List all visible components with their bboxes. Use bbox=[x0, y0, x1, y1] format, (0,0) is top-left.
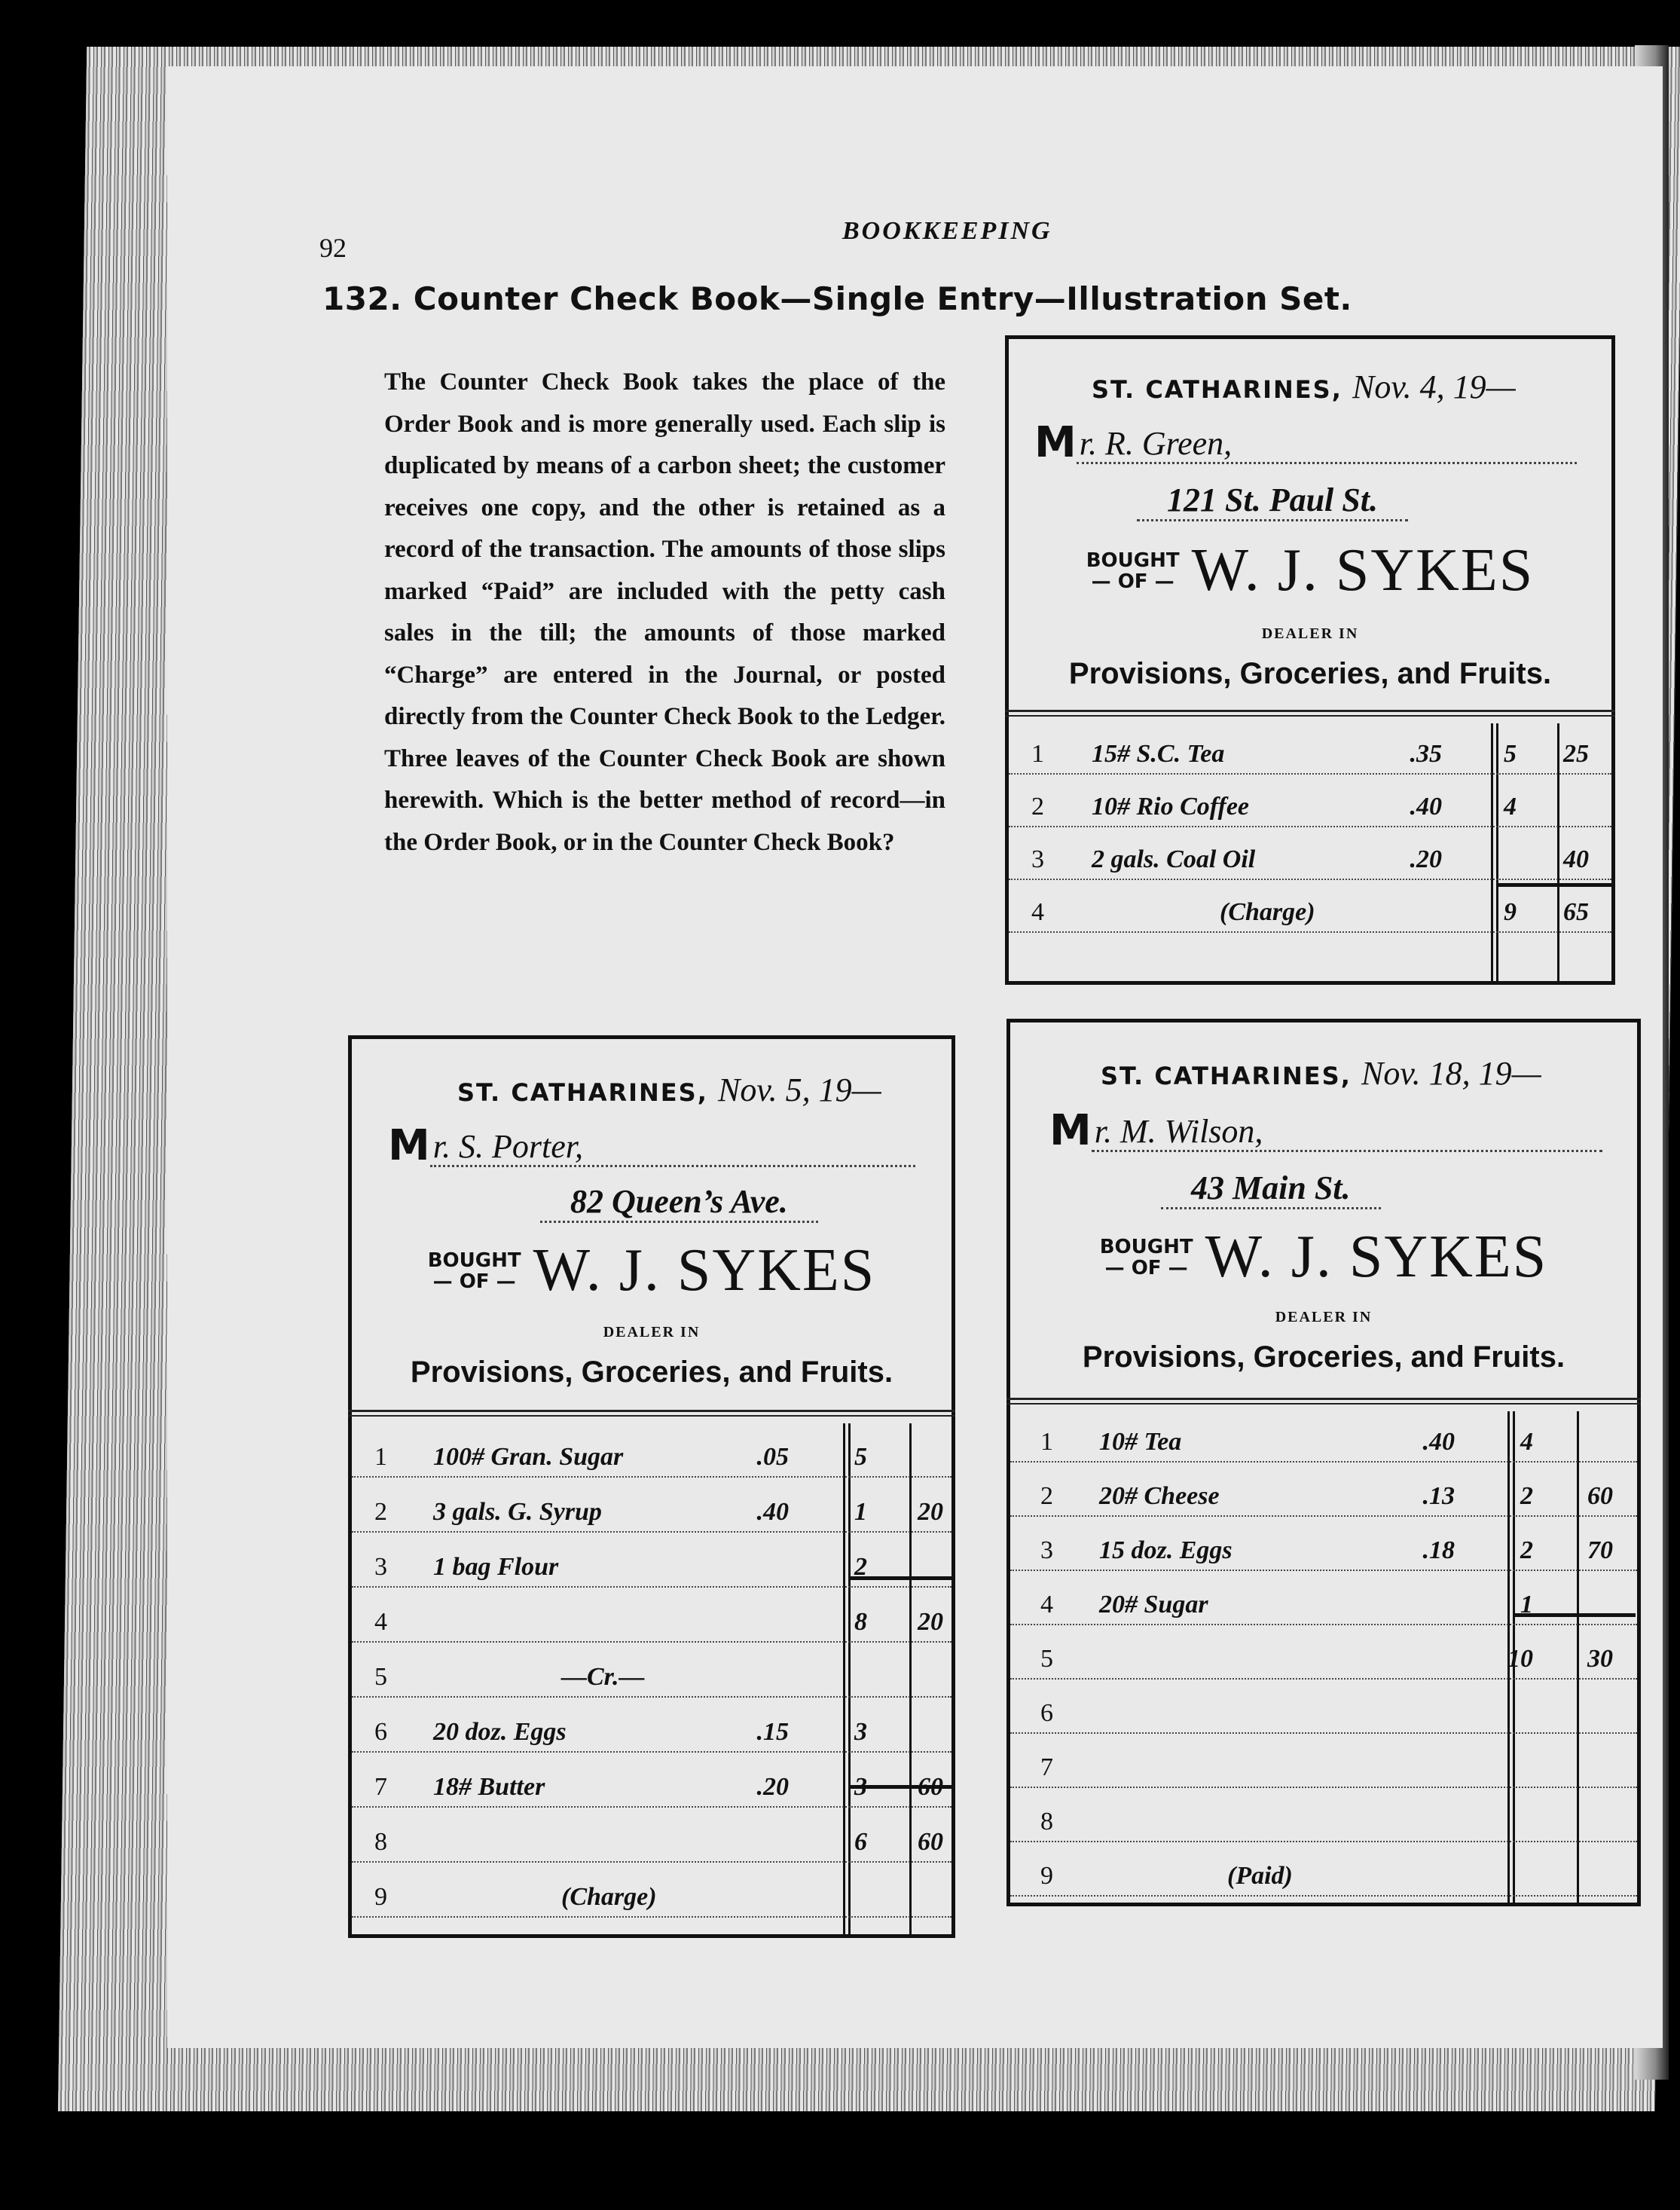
amount-dollars: 3 bbox=[854, 1718, 867, 1746]
amount-dollars: 1 bbox=[854, 1498, 867, 1526]
table-row bbox=[1010, 1624, 1637, 1680]
line-note: (Charge) bbox=[561, 1883, 657, 1911]
customer-address: 121 St. Paul St. bbox=[1137, 481, 1408, 521]
table-row bbox=[1010, 1407, 1637, 1463]
line-number: 5 bbox=[1040, 1645, 1053, 1673]
amount-cents: 40 bbox=[1563, 845, 1589, 873]
unit-price: .35 bbox=[1410, 740, 1442, 768]
line-number: 7 bbox=[374, 1773, 387, 1801]
city-date-line bbox=[457, 1071, 881, 1109]
customer-line bbox=[1034, 418, 1577, 467]
table-row bbox=[1009, 773, 1611, 827]
amount-cents: 60 bbox=[918, 1828, 943, 1856]
amount-dollars: 10 bbox=[1507, 1645, 1533, 1673]
unit-price: .20 bbox=[1410, 845, 1442, 873]
amount-dollars: 9 bbox=[1504, 898, 1517, 926]
trade-line: Provisions, Groceries, and Fruits. bbox=[410, 1356, 893, 1389]
section-title: 132. Counter Check Book—Single Entry—Illustration Set. bbox=[322, 280, 1352, 317]
line-note: —Cr.— bbox=[561, 1663, 645, 1691]
line-number: 4 bbox=[374, 1608, 387, 1636]
unit-price: .20 bbox=[756, 1773, 789, 1801]
of-label: — OF — bbox=[432, 1270, 516, 1293]
page-number: 92 bbox=[319, 233, 347, 263]
amount-dollars: 4 bbox=[1504, 793, 1517, 821]
slip-wilson bbox=[1006, 1019, 1641, 1906]
dealer-in: DEALER IN bbox=[603, 1324, 701, 1340]
line-number: 2 bbox=[374, 1498, 387, 1526]
bought-of bbox=[1100, 1236, 1193, 1279]
amount-dollars: 3 bbox=[854, 1773, 867, 1801]
slip-green bbox=[1005, 335, 1615, 985]
bought-label: BOUGHT bbox=[427, 1249, 521, 1272]
item-description: 20# Sugar bbox=[1099, 1591, 1208, 1619]
amount-dollars: 2 bbox=[854, 1553, 867, 1581]
amount-cents: 25 bbox=[1563, 740, 1589, 768]
table-row bbox=[1010, 1461, 1637, 1517]
item-description: 2 gals. Coal Oil bbox=[1092, 845, 1256, 873]
intro-paragraph: The Counter Check Book takes the place of the Order Book and is more generally used. Each slip is duplicated by means of a carbon sheet; the customer receives one copy, and the other is retained as a record of the transaction. The amounts of those slips marked “Paid” are included with the petty cash sales in the till; the amounts of those marked “Charge” are entered in the Journal, or posted directly from the Counter Check Book to the Ledger. Three leaves of the Counter Check Book are shown herewith. Which is the better method of record—in the Order Book, or in the Counter Check Book? bbox=[384, 368, 945, 856]
customer-name: r. R. Green, bbox=[1077, 426, 1577, 464]
slip-date: Nov. 18, 19— bbox=[1361, 1055, 1541, 1092]
line-number: 1 bbox=[374, 1443, 387, 1471]
line-number: 5 bbox=[374, 1663, 387, 1691]
table-row bbox=[1009, 826, 1611, 880]
city-date-line bbox=[1101, 1054, 1541, 1093]
line-number: 3 bbox=[1040, 1536, 1053, 1564]
merchant-name: W. J. SYKES bbox=[533, 1237, 876, 1304]
customer-name: r. S. Porter, bbox=[430, 1129, 915, 1167]
address-wrap bbox=[1137, 481, 1408, 521]
table-row bbox=[1010, 1787, 1637, 1842]
bought-label: BOUGHT bbox=[1099, 1235, 1193, 1258]
amount-dollars: 8 bbox=[854, 1608, 867, 1636]
amount-cents: 30 bbox=[1587, 1645, 1613, 1673]
line-number: 3 bbox=[1031, 845, 1044, 873]
header-rule bbox=[348, 1410, 955, 1417]
line-number: 9 bbox=[374, 1883, 387, 1911]
item-description: 3 gals. G. Syrup bbox=[433, 1498, 602, 1526]
trade-line: Provisions, Groceries, and Fruits. bbox=[1068, 657, 1552, 690]
line-number: 6 bbox=[1040, 1699, 1053, 1727]
item-description: 18# Butter bbox=[433, 1773, 545, 1801]
item-description: 20 doz. Eggs bbox=[433, 1718, 567, 1746]
customer-line bbox=[1049, 1106, 1602, 1155]
dealer-in: DEALER IN bbox=[1261, 625, 1359, 642]
customer-address: 43 Main St. bbox=[1161, 1169, 1381, 1209]
item-description: 15 doz. Eggs bbox=[1099, 1536, 1233, 1564]
amount-cents: 20 bbox=[918, 1498, 943, 1526]
city-date-line bbox=[1092, 368, 1516, 406]
amount-cents: 60 bbox=[1587, 1482, 1613, 1510]
item-description: 100# Gran. Sugar bbox=[433, 1443, 624, 1471]
table-row bbox=[1009, 720, 1611, 775]
table-row bbox=[1010, 1732, 1637, 1788]
item-description: 1 bag Flour bbox=[433, 1553, 559, 1581]
line-number: 1 bbox=[1031, 740, 1044, 768]
table-row bbox=[352, 1696, 951, 1753]
table-row bbox=[352, 1476, 951, 1533]
amount-dollars: 6 bbox=[854, 1828, 867, 1856]
line-items bbox=[1009, 723, 1611, 985]
line-note: (Paid) bbox=[1227, 1862, 1293, 1890]
customer-address: 82 Queen’s Ave. bbox=[540, 1182, 818, 1223]
slip-date: Nov. 5, 19— bbox=[717, 1071, 881, 1108]
table-row bbox=[1010, 1570, 1637, 1625]
line-note: (Charge) bbox=[1220, 898, 1315, 926]
amount-cents: 20 bbox=[918, 1608, 943, 1636]
merchant-block bbox=[352, 1236, 951, 1305]
item-description: 10# Rio Coffee bbox=[1092, 793, 1250, 821]
table-row bbox=[352, 1751, 951, 1808]
table-row bbox=[352, 1586, 951, 1643]
city: ST. CATHARINES, bbox=[457, 1078, 708, 1107]
amount-dollars: 2 bbox=[1520, 1536, 1533, 1564]
line-items bbox=[352, 1423, 951, 1938]
header-rule bbox=[1006, 1398, 1641, 1405]
slip-porter bbox=[348, 1035, 955, 1938]
trade-line: Provisions, Groceries, and Fruits. bbox=[1082, 1340, 1565, 1374]
table-row bbox=[1009, 879, 1611, 933]
header-rule bbox=[1005, 710, 1615, 717]
item-description: 10# Tea bbox=[1099, 1428, 1182, 1456]
table-row bbox=[1010, 1515, 1637, 1571]
table-row bbox=[352, 1861, 951, 1918]
line-number: 8 bbox=[374, 1828, 387, 1856]
of-label: — OF — bbox=[1104, 1256, 1188, 1279]
line-number: 3 bbox=[374, 1553, 387, 1581]
line-number: 4 bbox=[1040, 1591, 1053, 1619]
unit-price: .40 bbox=[1422, 1428, 1455, 1456]
line-number: 1 bbox=[1040, 1428, 1053, 1456]
customer-name: r. M. Wilson, bbox=[1092, 1114, 1602, 1152]
amount-dollars: 2 bbox=[1520, 1482, 1533, 1510]
item-description: 20# Cheese bbox=[1099, 1482, 1220, 1510]
slip-date: Nov. 4, 19— bbox=[1352, 368, 1516, 405]
dealer-in: DEALER IN bbox=[1275, 1309, 1373, 1325]
table-row bbox=[352, 1806, 951, 1863]
city: ST. CATHARINES, bbox=[1092, 375, 1342, 404]
unit-price: .18 bbox=[1422, 1536, 1455, 1564]
unit-price: .05 bbox=[756, 1443, 789, 1471]
amount-dollars: 4 bbox=[1520, 1428, 1533, 1456]
table-row bbox=[352, 1531, 951, 1588]
amount-dollars: 5 bbox=[854, 1443, 867, 1471]
customer-prefix: M bbox=[1034, 418, 1077, 467]
unit-price: .13 bbox=[1422, 1482, 1455, 1510]
item-description: 15# S.C. Tea bbox=[1092, 740, 1225, 768]
line-number: 2 bbox=[1040, 1482, 1053, 1510]
bought-label: BOUGHT bbox=[1086, 549, 1180, 572]
amount-cents: 70 bbox=[1587, 1536, 1613, 1564]
merchant-name: W. J. SYKES bbox=[1205, 1224, 1548, 1290]
unit-price: .15 bbox=[756, 1718, 789, 1746]
line-number: 9 bbox=[1040, 1862, 1053, 1890]
amount-cents: 65 bbox=[1563, 898, 1589, 926]
unit-price: .40 bbox=[756, 1498, 789, 1526]
address-wrap bbox=[540, 1182, 818, 1223]
address-wrap bbox=[1161, 1169, 1381, 1209]
table-row bbox=[1010, 1841, 1637, 1897]
customer-prefix: M bbox=[1049, 1106, 1092, 1155]
line-number: 6 bbox=[374, 1718, 387, 1746]
table-row bbox=[1010, 1678, 1637, 1734]
customer-line bbox=[388, 1121, 915, 1170]
amount-cents: 60 bbox=[918, 1773, 943, 1801]
unit-price: .40 bbox=[1410, 793, 1442, 821]
city: ST. CATHARINES, bbox=[1101, 1062, 1352, 1090]
merchant-name: W. J. SYKES bbox=[1191, 537, 1535, 604]
line-number: 2 bbox=[1031, 793, 1044, 821]
amount-dollars: 5 bbox=[1504, 740, 1517, 768]
table-row bbox=[352, 1641, 951, 1698]
bought-of bbox=[1086, 550, 1180, 592]
merchant-block bbox=[1009, 536, 1611, 605]
merchant-block bbox=[1010, 1223, 1637, 1291]
bought-of bbox=[428, 1250, 521, 1292]
running-head: BOOKKEEPING bbox=[842, 217, 1052, 245]
line-number: 8 bbox=[1040, 1808, 1053, 1836]
customer-prefix: M bbox=[388, 1121, 430, 1170]
table-row bbox=[352, 1421, 951, 1478]
line-number: 7 bbox=[1040, 1753, 1053, 1781]
line-items bbox=[1010, 1411, 1637, 1906]
of-label: — OF — bbox=[1091, 570, 1174, 593]
amount-dollars: 1 bbox=[1520, 1591, 1533, 1619]
line-number: 4 bbox=[1031, 898, 1044, 926]
